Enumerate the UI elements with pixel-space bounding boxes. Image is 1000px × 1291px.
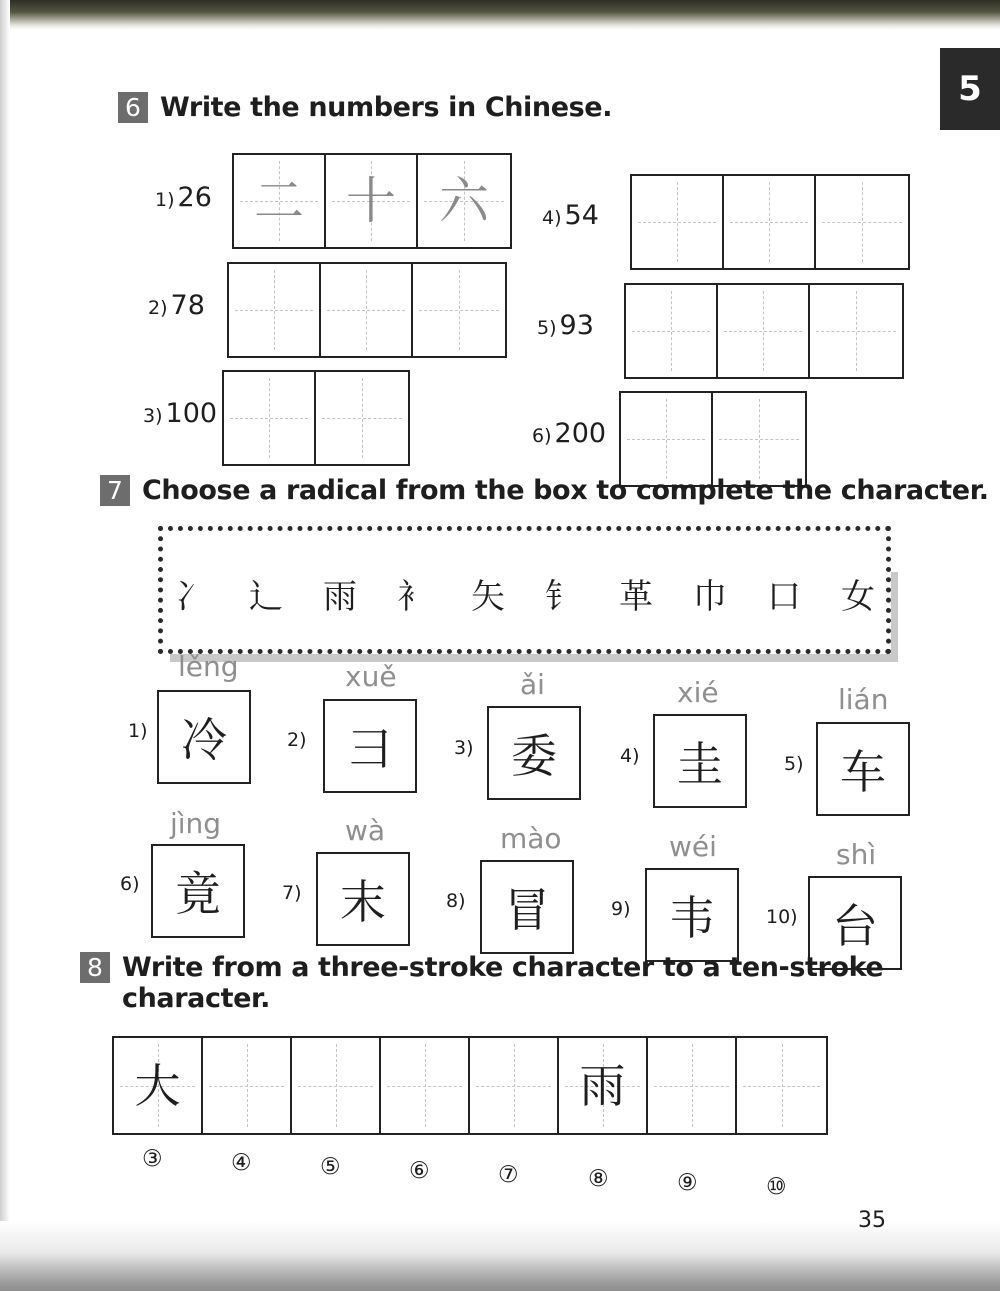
answer-grid-3 [222, 370, 410, 466]
answer-cell[interactable] [632, 176, 724, 268]
pinyin-label: shì [836, 838, 877, 871]
stroke-grid [112, 1036, 828, 1135]
question-label [542, 200, 599, 231]
pinyin-label: jìng [170, 807, 222, 840]
character-box[interactable] [157, 690, 251, 784]
exercise-7-title: Choose a radical from the box to complete the character. [142, 475, 989, 506]
question-number: 78 [170, 290, 205, 321]
exercise-6-number: 6 [118, 92, 148, 123]
stroke-cell[interactable] [470, 1038, 559, 1133]
radical-list [175, 558, 875, 628]
exercise-8-title-line1: Write from a three-stroke character to a ten-stroke [122, 952, 884, 983]
question-label [532, 418, 606, 449]
character-box[interactable] [487, 706, 581, 800]
answer-cell[interactable] [621, 393, 713, 485]
page-top-shadow [0, 0, 1000, 30]
character-box[interactable] [645, 868, 739, 962]
question-index: 2) [148, 297, 168, 319]
answer-cell[interactable] [713, 393, 805, 485]
question-index: 3) [143, 405, 163, 427]
answer-grid-5 [624, 283, 904, 379]
answer-cell[interactable] [626, 285, 718, 377]
answer-cell[interactable] [234, 155, 326, 247]
radical-option[interactable]: 巾 [693, 576, 727, 617]
stroke-count-label: ③ [142, 1146, 163, 1172]
answer-cell[interactable] [816, 176, 908, 268]
stroke-cell[interactable] [114, 1038, 203, 1133]
radical-option[interactable]: 冫 [175, 576, 209, 617]
question-label [155, 182, 212, 213]
stroke-count-label: ⑥ [409, 1158, 430, 1184]
answer-grid-2 [227, 262, 507, 358]
pinyin-label: mào [500, 822, 562, 855]
item-number: 1) [128, 720, 148, 742]
item-number: 9) [611, 898, 631, 920]
stroke-cell[interactable] [203, 1038, 292, 1133]
stroke-cell[interactable] [559, 1038, 648, 1133]
question-number: 93 [559, 310, 594, 341]
character-part: 圭 [677, 737, 723, 791]
item-number: 8) [446, 890, 466, 912]
answer-cell[interactable] [316, 372, 408, 464]
character-part: 车 [840, 745, 886, 799]
answer-grid-6 [619, 391, 807, 487]
stroke-cell[interactable] [292, 1038, 381, 1133]
item-number: 3) [454, 737, 474, 759]
radical-option[interactable]: 钅 [545, 576, 579, 617]
stroke-count-label: ⑤ [320, 1154, 341, 1180]
exercise-8-number: 8 [80, 952, 110, 983]
pinyin-label: lián [838, 683, 889, 716]
character-box[interactable] [323, 699, 417, 793]
stroke-cell[interactable] [737, 1038, 826, 1133]
pinyin-label: wéi [669, 830, 717, 863]
stroke-cell[interactable] [648, 1038, 737, 1133]
answer-grid-1 [232, 153, 512, 249]
stroke-count-label: ④ [231, 1150, 252, 1176]
item-number: 6) [120, 873, 140, 895]
question-number: 100 [165, 398, 218, 429]
item-number: 7) [282, 882, 302, 904]
example-char: 十 [346, 172, 396, 230]
pinyin-label: wà [345, 814, 386, 847]
answer-grid-4 [630, 174, 910, 270]
character-part: 台 [832, 899, 878, 953]
radical-option[interactable]: 矢 [471, 576, 505, 617]
exercise-8-header [80, 952, 883, 1014]
pinyin-label: lěng [178, 650, 239, 683]
example-char: 六 [439, 172, 489, 230]
answer-cell[interactable] [724, 176, 816, 268]
character-part: 彐 [347, 722, 393, 776]
answer-cell[interactable] [413, 264, 505, 356]
radical-option[interactable]: 衤 [397, 576, 431, 617]
question-index: 4) [542, 207, 562, 229]
answer-cell[interactable] [718, 285, 810, 377]
character-box[interactable] [480, 860, 574, 954]
radical-option[interactable]: 女 [841, 576, 875, 617]
page-left-shadow [0, 0, 10, 1291]
item-number: 4) [620, 745, 640, 767]
character-part: 委 [511, 729, 557, 783]
example-char: 二 [254, 172, 304, 230]
character-part: 冷 [181, 713, 227, 767]
stroke-count-label: ⑨ [677, 1170, 698, 1196]
page-bottom-shadow [0, 1221, 1000, 1291]
question-number: 54 [564, 200, 599, 231]
answer-cell[interactable] [810, 285, 902, 377]
pinyin-label: xié [677, 676, 719, 709]
exercise-8-title-line2: character. [122, 983, 270, 1014]
question-index: 1) [155, 189, 175, 211]
item-number: 10) [766, 906, 798, 928]
page-number: 35 [858, 1208, 886, 1233]
question-label [143, 398, 217, 429]
given-char: 大 [134, 1058, 181, 1113]
character-box[interactable] [653, 714, 747, 808]
item-number: 5) [784, 753, 804, 775]
stroke-cell[interactable] [381, 1038, 470, 1133]
unit-tab: 5 [940, 48, 1000, 130]
answer-cell[interactable] [224, 372, 316, 464]
question-number: 26 [177, 182, 212, 213]
answer-cell[interactable] [326, 155, 418, 247]
character-box[interactable] [816, 722, 910, 816]
item-number: 2) [287, 729, 307, 751]
character-part: 韦 [669, 891, 715, 945]
exercise-7-header [100, 475, 989, 506]
pinyin-label: xuě [345, 660, 397, 693]
character-box[interactable] [316, 852, 410, 946]
radical-option[interactable]: 口 [767, 576, 801, 617]
character-box[interactable] [151, 844, 245, 938]
question-label [148, 290, 205, 321]
character-part: 末 [340, 875, 386, 929]
question-index: 6) [532, 425, 552, 447]
pinyin-label: ǎi [520, 668, 545, 701]
answer-cell[interactable] [229, 264, 321, 356]
answer-cell[interactable] [418, 155, 510, 247]
radical-option[interactable]: 辶 [249, 576, 283, 617]
exercise-6-header [118, 92, 612, 123]
question-label [537, 310, 594, 341]
question-number: 200 [554, 418, 607, 449]
stroke-count-label: ⑩ [766, 1174, 787, 1200]
question-index: 5) [537, 317, 557, 339]
exercise-7-number: 7 [100, 475, 130, 506]
character-part: 冒 [504, 883, 550, 937]
stroke-count-label: ⑦ [498, 1162, 519, 1188]
character-part: 竟 [175, 867, 221, 921]
exercise-6-title: Write the numbers in Chinese. [160, 92, 613, 123]
radical-option[interactable]: 革 [619, 576, 653, 617]
answer-cell[interactable] [321, 264, 413, 356]
stroke-count-label: ⑧ [588, 1166, 609, 1192]
radical-option[interactable]: 雨 [323, 576, 357, 617]
given-char: 雨 [579, 1058, 626, 1113]
